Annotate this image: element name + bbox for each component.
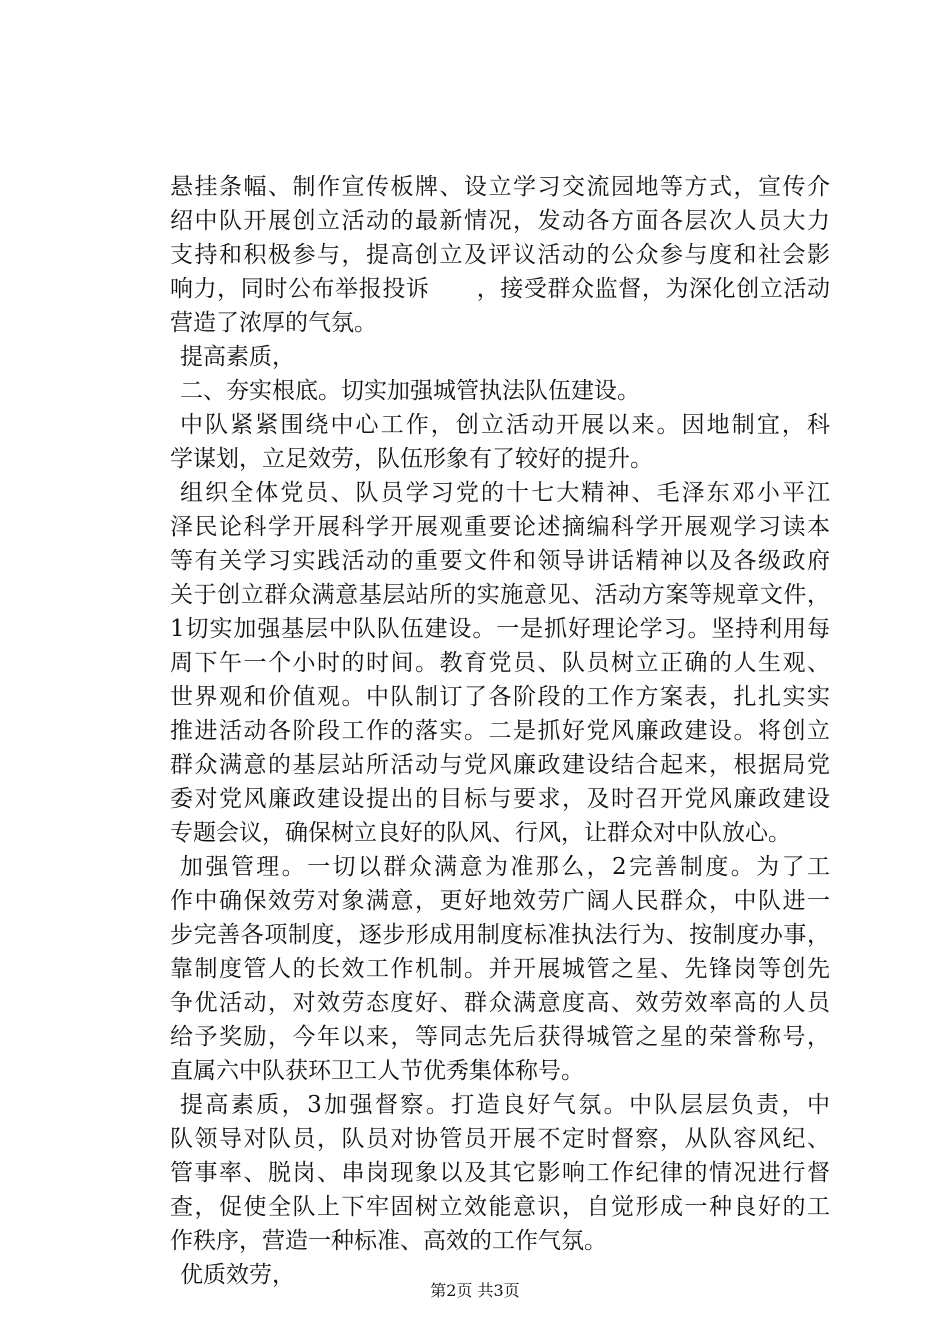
text-line: 直属六中队获环卫工人节优秀集体称号。 <box>170 1058 584 1084</box>
text-line: 学谋划，立足效劳，队伍形象有了较好的提升。 <box>170 446 653 472</box>
text-line: 提高素质，3加强督察。打造良好气氛。中队层层负责，中 <box>180 1092 830 1118</box>
text-line: 管事率、脱岗、串岗现象以及其它影响工作纪律的情况进行督 <box>170 1160 830 1186</box>
text-line: 步完善各项制度，逐步形成用制度标准执法行为、按制度办事， <box>170 922 830 948</box>
text-line: 营造了浓厚的气氛。 <box>170 310 377 336</box>
text-line: 专题会议，确保树立良好的队风、行风，让群众对中队放心。 <box>170 820 791 846</box>
text-line: 世界观和价值观。中队制订了各阶段的工作方案表，扎扎实实 <box>170 684 830 710</box>
text-line: 作秩序，营造一种标准、高效的工作气氛。 <box>170 1228 607 1254</box>
section-heading: 二、夯实根底。切实加强城管执法队伍建设。 <box>180 378 640 404</box>
text-line: 查，促使全队上下牢固树立效能意识，自觉形成一种良好的工 <box>170 1194 830 1220</box>
text-line: 绍中队开展创立活动的最新情况，发动各方面各层次人员大力 <box>170 208 830 234</box>
text-line: 推进活动各阶段工作的落实。二是抓好党风廉政建设。将创立 <box>170 718 830 744</box>
text-line: 优质效劳， <box>180 1262 295 1288</box>
text-line: 给予奖励，今年以来，等同志先后获得城管之星的荣誉称号， <box>170 1024 830 1050</box>
text-line: 作中确保效劳对象满意，更好地效劳广阔人民群众，中队进一 <box>170 888 830 914</box>
text-line: 等有关学习实践活动的重要文件和领导讲话精神以及各级政府 <box>170 548 830 574</box>
text-line: 周下午一个小时的时间。教育党员、队员树立正确的人生观、 <box>170 650 830 676</box>
text-line: 委对党风廉政建设提出的目标与要求，及时召开党风廉政建设 <box>170 786 830 812</box>
text-line: 组织全体党员、队员学习党的十七大精神、毛泽东邓小平江 <box>180 480 830 506</box>
text-line: 加强管理。一切以群众满意为准那么，2完善制度。为了工 <box>180 854 830 880</box>
text-line: 支持和积极参与，提高创立及评议活动的公众参与度和社会影 <box>170 242 830 268</box>
text-line: 靠制度管人的长效工作机制。并开展城管之星、先锋岗等创先 <box>170 956 830 982</box>
text-line: 泽民论科学开展科学开展观重要论述摘编科学开展观学习读本 <box>170 514 830 540</box>
text-line: 悬挂条幅、制作宣传板牌、设立学习交流园地等方式，宣传介 <box>170 174 830 200</box>
page-footer: 第2页 共3页 <box>430 1281 520 1300</box>
text-line: 争优活动，对效劳态度好、群众满意度高、效劳效率高的人员 <box>170 990 830 1016</box>
text-line: 中队紧紧围绕中心工作，创立活动开展以来。因地制宜，科 <box>180 412 830 438</box>
text-line: 群众满意的基层站所活动与党风廉政建设结合起来，根据局党 <box>170 752 830 778</box>
text-line: 1切实加强基层中队队伍建设。一是抓好理论学习。坚持利用每 <box>170 616 830 642</box>
text-line: 关于创立群众满意基层站所的实施意见、活动方案等规章文件， <box>170 582 830 608</box>
text-line: 响力，同时公布举报投诉 ，接受群众监督，为深化创立活动 <box>170 276 830 302</box>
text-line: 队领导对队员，队员对协管员开展不定时督察，从队容风纪、 <box>170 1126 830 1152</box>
text-line: 提高素质， <box>180 344 295 370</box>
